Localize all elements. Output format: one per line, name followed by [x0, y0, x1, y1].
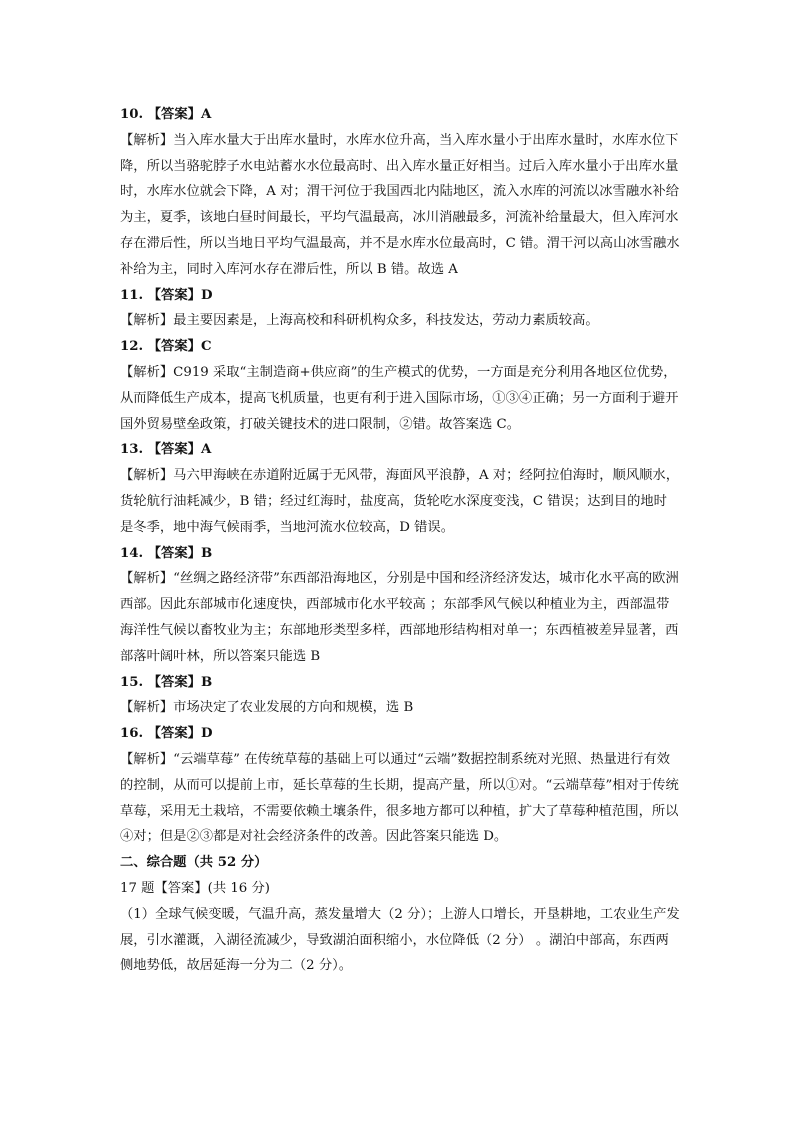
analysis-paragraph: 【解析】“丝绸之路经济带”东西部沿海地区，分别是中国和经济经济发达，城市化水平高的欧洲西部。因此东部城市化速度快，西部城市化水平较高 ；东部季风气候以种植业为主，西部温带海洋性气候以畜牧业为主；东部地形类型多样，西部地形结构相对单一；东西植被差异显著，西部落叶阔叶林，所以答案只能选 B: [120, 571, 679, 664]
answer-heading: 二、综合题（共 52 分）: [120, 855, 268, 871]
analysis-paragraph: 【解析】马六甲海峡在赤道附近属于无风带，海面风平浪静，A 对；经阿拉伯海时，顺风顺水，货轮航行油耗减少，B 错；经过红海时，盐度高，货轮吃水深度变浅，C 错误；达到目的地时是冬季，地中海气候雨季，当地河流水位较高，D 错误。: [120, 468, 679, 535]
answer-heading: 12. 【答案】C: [120, 339, 212, 355]
analysis-paragraph: 【解析】C919 采取“主制造商+供应商”的生产模式的优势，一方面是充分利用各地区位优势，从而降低生产成本，提高飞机质量，也更有利于进入国际市场，①③④正确；另一方面利于避开国外贸易壁垒政策，打破关键技术的进口限制，②错。故答案选 C。: [120, 364, 679, 432]
answer-heading: 13. 【答案】A: [120, 442, 212, 458]
answer-heading: 15. 【答案】B: [120, 674, 213, 690]
analysis-paragraph: 【解析】“云端草莓” 在传统草莓的基础上可以通过“云端”数据控制系统对光照、热量进行有效的控制，从而可以提前上市，延长草莓的生长期，提高产量，所以①对。“云端草莓”相对于传统草莓，采用无土栽培，不需要依赖土壤条件，很多地方都可以种植，扩大了草莓种植范围，所以④对；但是②③都是对社会经济条件的改善。因此答案只能选 D。: [120, 751, 679, 845]
answer-heading: 16. 【答案】D: [120, 726, 213, 742]
analysis-paragraph: （1）全球气候变暖，气温升高，蒸发量增大（2 分）；上游人口增长，开垦耕地，工农业生产发展，引水灌溉，入湖径流减少，导致湖泊面积缩小，水位降低（2 分） 。湖泊中部高，东西两侧地势低，故居延海一分为二（2 分）。: [120, 906, 680, 974]
answer-heading: 14. 【答案】B: [120, 545, 213, 561]
answer-heading: 10. 【答案】A: [120, 107, 212, 122]
analysis-paragraph: 【解析】当入库水量大于出库水量时，水库水位升高，当入库水量小于出库水量时，水库水位下降，所以当骆驼脖子水电站蓄水水位最高时、出入库水量正好相当。过后入库水量小于出库水量时，水库水位就会下降，A 对；渭干河位于我国西北内陆地区，流入水库的河流以冰雪融水补给为主，夏季，该地白昼时间最长，平均气温最高，冰川消融最多，河流补给量最大，但入库河水存在滞后性，所以当地日平均气温最高，并不是水库水位最高时，C 错。渭干河以高山冰雪融水补给为主，同时入库河水存在滞后性，所以 B 错。故选 A: [120, 132, 680, 277]
analysis-paragraph: 17 题【答案】(共 16 分): [120, 880, 270, 896]
answer-heading: 11. 【答案】D: [120, 287, 213, 303]
document-page: [120, 102, 680, 979]
analysis-paragraph: 【解析】最主要因素是，上海高校和科研机构众多，科技发达，劳动力素质较高。: [120, 313, 599, 329]
analysis-paragraph: 【解析】市场决定了农业发展的方向和规模，选 B: [120, 700, 414, 716]
